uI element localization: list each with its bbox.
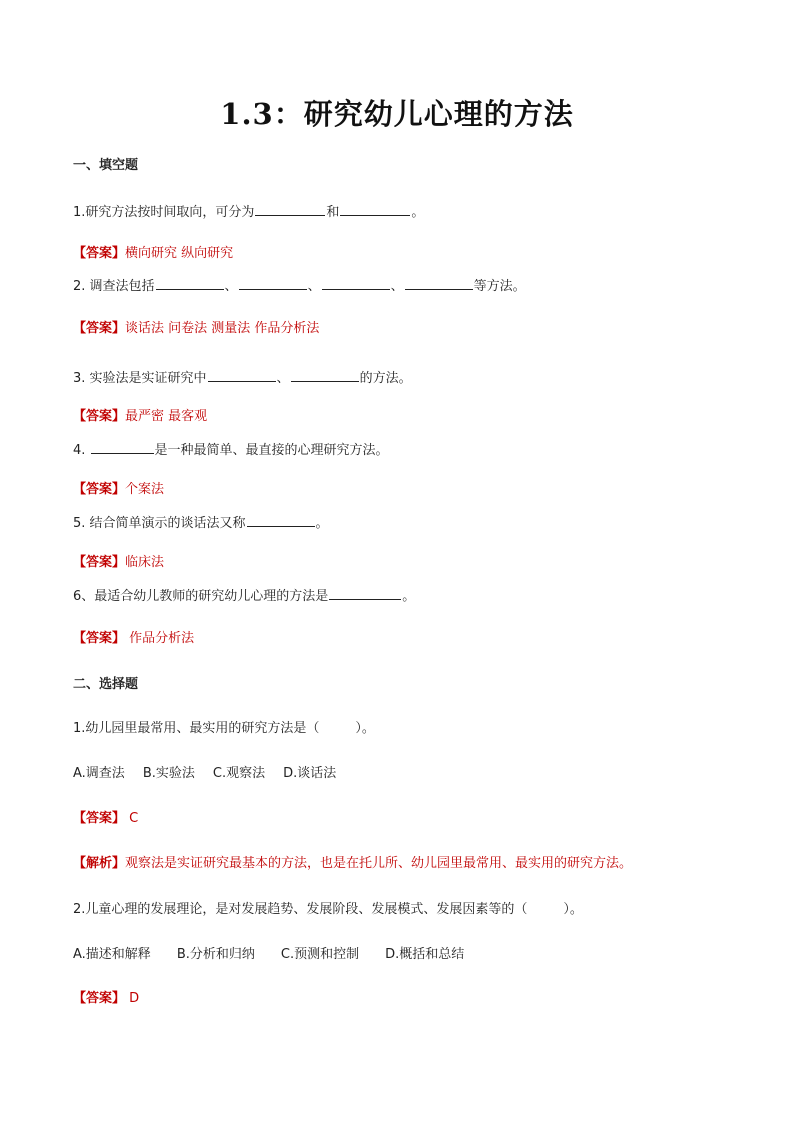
question-text: 的方法。	[359, 371, 412, 386]
answer-text: 临床法	[125, 555, 165, 570]
fill-answer-6	[73, 630, 194, 648]
question-text: 和	[326, 205, 340, 220]
fill-answer-3	[73, 408, 207, 426]
option-d: D.谈话法	[283, 766, 337, 781]
fill-question-4	[73, 439, 389, 460]
question-text: 等方法。	[473, 279, 526, 294]
answer-blank	[91, 439, 154, 454]
choice-answer-1	[73, 810, 138, 828]
choice-answer-2	[73, 990, 139, 1008]
question-text: 是一种最简单、最直接的心理研究方法。	[154, 443, 389, 458]
question-text: 4.	[73, 443, 90, 458]
choice-options-1	[73, 765, 354, 783]
answer-tag: 【答案】	[73, 321, 126, 336]
fill-question-1	[73, 201, 424, 222]
answer-tag: 【答案】	[73, 482, 126, 497]
answer-blank	[255, 201, 325, 216]
option-c: C.观察法	[212, 766, 266, 781]
option-c: C.预测和控制	[280, 947, 360, 962]
fill-question-3	[73, 367, 412, 388]
analysis-text: 观察法是实证研究最基本的方法，也是在托儿所、幼儿园里最常用、最实用的研究方法。	[125, 856, 633, 871]
option-d: D.概括和总结	[385, 947, 465, 962]
fill-answer-1	[73, 245, 233, 263]
question-text: ）。	[563, 902, 583, 917]
answer-tag: 【答案】	[73, 246, 126, 261]
question-text: 1.幼儿园里最常用、最实用的研究方法是（	[73, 721, 320, 736]
answer-text: C	[125, 811, 139, 826]
answer-blank	[405, 275, 473, 290]
question-text: 2.儿童心理的发展理论，是对发展趋势、发展阶段、发展模式、发展因素等的（	[73, 902, 528, 917]
choice-analysis-1	[73, 855, 632, 873]
choice-question-1	[73, 720, 375, 738]
section-heading-choice: 二、选择题	[73, 677, 139, 692]
question-text: 3. 实验法是实证研究中	[73, 371, 207, 386]
option-a: A.描述和解释	[73, 947, 151, 962]
answer-text: 谈话法 问卷法 测量法 作品分析法	[125, 321, 320, 336]
answer-text: D	[125, 991, 140, 1006]
question-text: 1.研究方法按时间取向，可分为	[73, 205, 255, 220]
fill-question-2	[73, 275, 526, 296]
option-a: A.调查法	[73, 766, 125, 781]
option-b: B.实验法	[142, 766, 195, 781]
separator: 、	[307, 279, 321, 294]
question-text: 。	[402, 589, 416, 604]
fill-answer-4	[73, 481, 164, 499]
fill-question-5	[73, 512, 329, 533]
answer-blank	[239, 275, 307, 290]
option-b: B.分析和归纳	[176, 947, 255, 962]
fill-question-6	[73, 585, 415, 606]
section-heading-fill: 一、填空题	[73, 158, 139, 173]
analysis-tag: 【解析】	[73, 856, 126, 871]
choice-question-2	[73, 901, 583, 919]
answer-blank	[340, 201, 410, 216]
answer-blank	[291, 367, 359, 382]
separator: 、	[276, 371, 290, 386]
answer-text: 最严密 最客观	[125, 409, 208, 424]
fill-answer-5	[73, 554, 164, 572]
question-text: 5. 结合简单演示的谈话法又称	[73, 516, 246, 531]
question-text: ）。	[355, 721, 375, 736]
answer-tag: 【答案】	[73, 409, 126, 424]
answer-text: 个案法	[125, 482, 165, 497]
answer-tag: 【答案】	[73, 631, 126, 646]
answer-blank	[329, 585, 401, 600]
separator: 、	[390, 279, 404, 294]
answer-tag: 【答案】	[73, 555, 126, 570]
choice-options-2	[73, 946, 490, 964]
answer-blank	[247, 512, 315, 527]
question-text: 2. 调查法包括	[73, 279, 155, 294]
question-text: 。	[315, 516, 329, 531]
answer-blank	[322, 275, 390, 290]
question-text: 。	[411, 205, 425, 220]
answer-blank	[156, 275, 224, 290]
answer-tag: 【答案】	[73, 991, 126, 1006]
page-title: 1.3：研究幼儿心理的方法	[220, 97, 574, 131]
separator: 、	[224, 279, 238, 294]
answer-text: 横向研究 纵向研究	[125, 246, 234, 261]
answer-blank	[208, 367, 276, 382]
answer-text: 作品分析法	[125, 631, 195, 646]
question-text: 6、最适合幼儿教师的研究幼儿心理的方法是	[73, 589, 329, 604]
fill-answer-2	[73, 320, 319, 338]
answer-tag: 【答案】	[73, 811, 126, 826]
